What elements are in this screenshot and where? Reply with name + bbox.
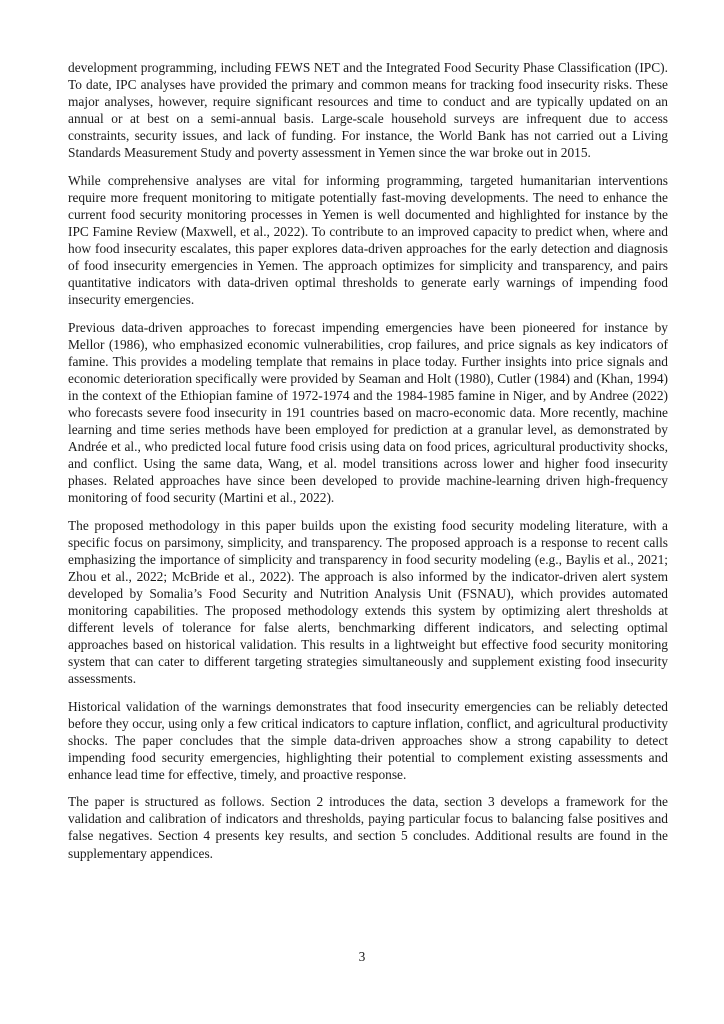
paragraph-previous-approaches: Previous data-driven approaches to forecast impending emergencies have been pioneered for instance by Mellor (1986), who emphasized economic vulnerabilities, crop failures, and price signals as key indicators of famine. This provides a modeling template that remains in place today. Further insights into price signals and economic deterioration specifically were provided by Seaman and Holt (1980), Cutler (1984) and (Khan, 1994) in the context of the Ethiopian famine of 1972-1974 and the 1984-1985 famine in Niger, and by Andree (2022) who forecasts severe food insecurity in 191 countries based on macro-economic data. More recently, machine learning and time series methods have been employed for prediction at a granular level, as demonstrated by Andrée et al., who predicted local future food crisis using data on food prices, agricultural productivity shocks, and conflict. Using the same data, Wang, et al. model transitions across lower and higher food insecurity phases. Related approaches have since been developed to provide machine-learning driven high-frequency monitoring of food security (Martini et al., 2022). [68, 319, 668, 506]
paragraph-paper-structure: The paper is structured as follows. Section 2 introduces the data, section 3 develops a framework for the validation and calibration of indicators and thresholds, paying particular focus to balancing false positives and false negatives. Section 4 presents key results, and section 5 concludes. Additional results are found in the supplementary appendices. [68, 794, 668, 861]
paragraph-proposed-methodology: The proposed methodology in this paper builds upon the existing food security modeling literature, with a specific focus on parsimony, simplicity, and transparency. The proposed approach is a response to recent calls emphasizing the importance of simplicity and transparency in food security modeling (e.g., Baylis et al., 2021; Zhou et al., 2022; McBride et al., 2022). The approach is also informed by the indicator-driven alert system developed by Somalia’s Food Security and Nutrition Analysis Unit (FSNAU), which provides automated monitoring capabilities. The proposed methodology extends this system by optimizing alert thresholds at different levels of tolerance for false alerts, benchmarking different indicators, and selecting optimal approaches based on historical validation. This results in a lightweight but effective food security monitoring system that can cater to different targeting strategies simultaneously and supplement existing food insecurity assessments. [68, 517, 668, 687]
page-number: 3 [358, 949, 366, 964]
paragraph-historical-validation: Historical validation of the warnings demonstrates that food insecurity emergencies can be reliably detected before they occur, using only a few critical indicators to capture inflation, conflict, and agricultural productivity shocks. The paper concludes that the simple data-driven approaches show a strong capability to detect impending food security emergencies, highlighting their potential to complement existing assessments and enhance lead time for effective, timely, and proactive response. [68, 698, 668, 782]
page-body [68, 59, 668, 872]
paragraph-ipc-background: development programming, including FEWS NET and the Integrated Food Security Phase Classification (IPC). To date, IPC analyses have provided the primary and common means for tracking food insecurity risks. These major analyses, however, require significant resources and time to conduct and are typically updated on an annual or at best on a semi-annual basis. Large-scale household surveys are infrequent due to access constraints, security issues, and lack of funding. For instance, the World Bank has not carried out a Living Standards Measurement Study and poverty assessment in Yemen since the war broke out in 2015. [68, 60, 668, 161]
paragraph-monitoring-need: While comprehensive analyses are vital for informing programming, targeted humanitarian interventions require more frequent monitoring to mitigate potentially fast-moving developments. The need to enhance the current food security monitoring processes in Yemen is well documented and highlighted for instance by the IPC Famine Review (Maxwell, et al., 2022). To contribute to an improved capacity to predict when, where and how food insecurity escalates, this paper explores data-driven approaches for the early detection and diagnosis of food insecurity emergencies in Yemen. The approach optimizes for simplicity and transparency, and pairs quantitative indicators with data-driven optimal thresholds to generate early warnings of impending food insecurity emergencies. [68, 172, 668, 308]
